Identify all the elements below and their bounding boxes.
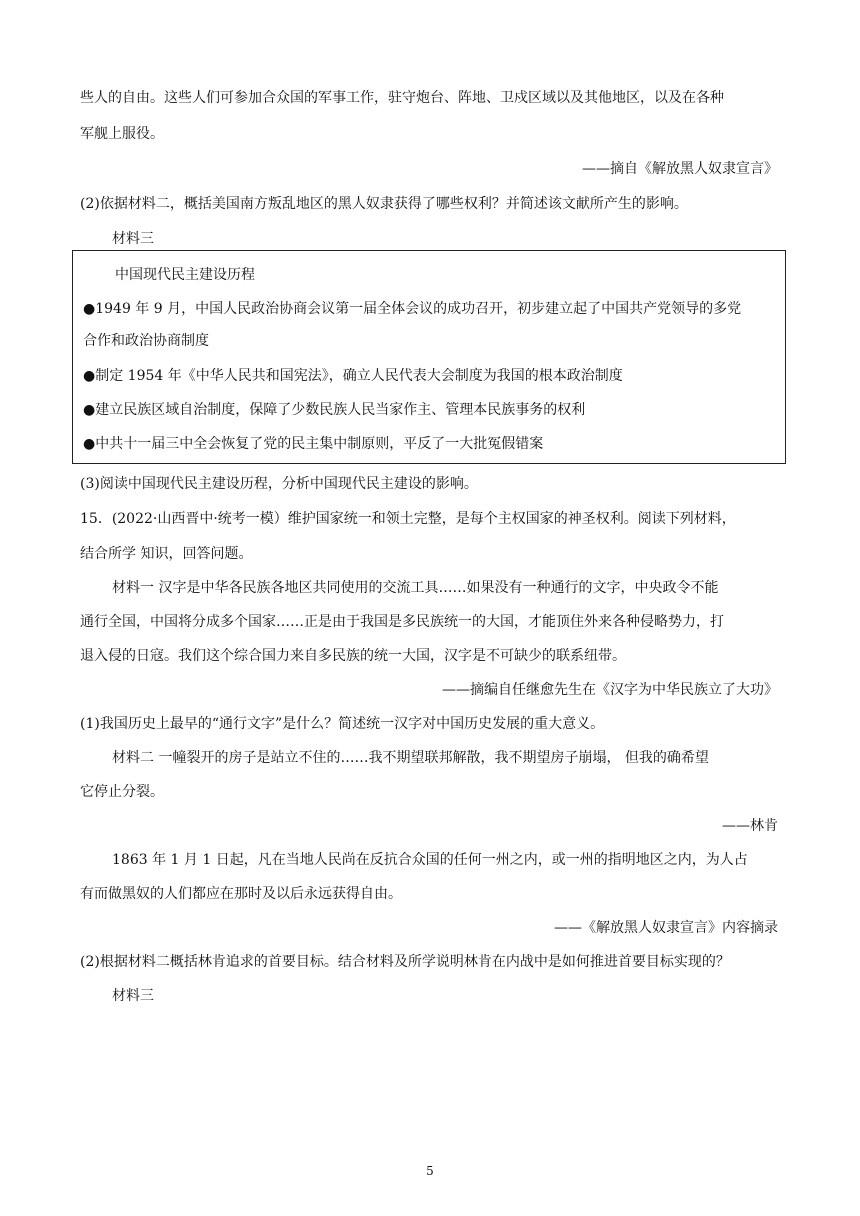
material-1-line: 退入侵的日寇。我们这个综合国力来自多民族的统一大国，汉字是不可缺少的联系纽带。 [80,648,626,664]
source-citation: ——摘编自任继愈先生在《汉字为中华民族立了大功》 [442,682,778,698]
text-line: 些人的自由。这些人们可参加合众国的军事工作，驻守炮台、阵地、卫戍区域以及其他地区，以及在各种 [80,90,724,106]
material-label: 材料三 [112,988,154,1004]
material-2b-line: 1863 年 1 月 1 日起，凡在当地人民尚在反抗合众国的任何一州之内，或一州的指明地区之内，为人占 [112,852,748,868]
question-3: (3)阅读中国现代民主建设历程，分析中国现代民主建设的影响。 [80,476,478,492]
source-citation: ——摘自《解放黑人奴隶宣言》 [582,161,778,177]
question-15-1: (1)我国历史上最早的“通行文字”是什么？简述统一汉字对中国历史发展的重大意义。 [80,716,605,732]
box-item: ●制定 1954 年《中华人民共和国宪法》，确立人民代表大会制度为我国的根本政治制度 [83,368,623,384]
material-1-line: 通行全国，中国将分成多个国家……正是由于我国是多民族统一的大国，才能顶住外来各种侵略势力，打 [80,614,724,630]
material-label: 材料三 [112,231,154,247]
question-2: (2)依据材料二，概括美国南方叛乱地区的黑人奴隶获得了哪些权利？并简述该文献所产生的影响。 [80,196,688,212]
material-2-line: 材料二 一幢裂开的房子是站立不住的……我不期望联邦解散，我不期望房子崩塌， 但我的确希望 [112,750,709,766]
material-2b-line: 有而做黑奴的人们都应在那时及以后永远获得自由。 [80,886,402,902]
source-citation: ——《解放黑人奴隶宣言》内容摘录 [554,920,778,936]
material-2-line: 它停止分裂。 [80,784,164,800]
question-15-stem: 15．(2022·山西晋中·统考一模）维护国家统一和领土完整，是每个主权国家的神圣权利。阅读下列材料， [80,511,736,527]
material-box [72,250,786,464]
material-1-line: 材料一 汉字是中华各民族各地区共同使用的交流工具……如果没有一种通行的文字，中央政令不能 [112,580,719,596]
box-item: ●中共十一届三中全会恢复了党的民主集中制原则，平反了一大批冤假错案 [83,436,544,452]
text-line: 军舰上服役。 [80,126,164,142]
box-item: ●建立民族区域自治制度，保障了少数民族人民当家作主、管理本民族事务的权利 [83,402,586,418]
source-citation: ——林肯 [722,818,778,834]
box-item: 合作和政治协商制度 [83,333,209,349]
page-number: 5 [426,1164,434,1178]
box-title: 中国现代民主建设历程 [115,267,255,283]
question-15-2: (2)根据材料二概括林肯追求的首要目标。结合材料及所学说明林肯在内战中是如何推进首要目标实现的？ [80,954,730,970]
box-item: ●1949 年 9 月，中国人民政治协商会议第一届全体会议的成功召开，初步建立起了中国共产党领导的多党 [83,301,742,317]
question-15-stem: 结合所学 知识，回答问题。 [80,546,253,562]
